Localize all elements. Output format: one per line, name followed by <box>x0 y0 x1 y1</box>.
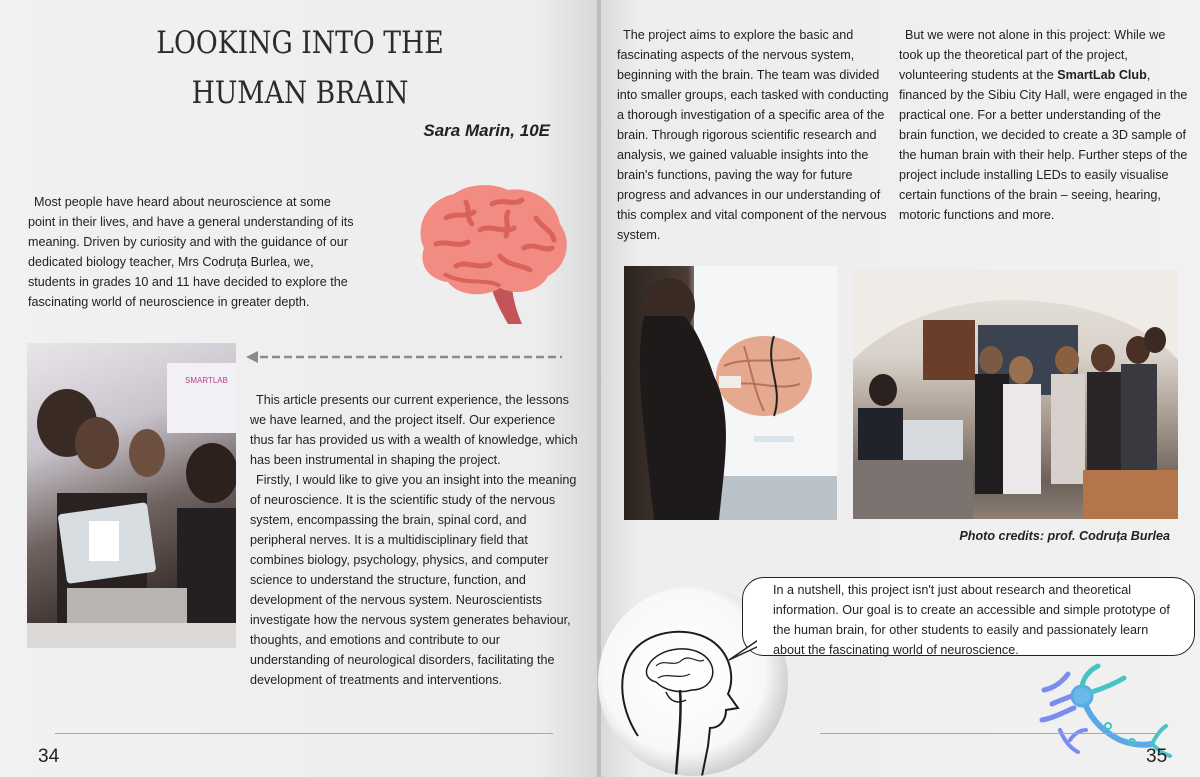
neuron-icon <box>1034 660 1174 760</box>
smartlab-text-before: But we were not alone in this project: While we took up the theoretical part of the project, volunteering students at the <box>899 28 1166 82</box>
article-paragraph-1: This article presents our current experience, the lessons we have learned, and the project itself. Our experience thus far has provided us with a wealth of knowledge, which has been instrumental in shaping the project. <box>250 393 578 467</box>
smartlab-text-after: , financed by the Sibiu City Hall, were engaged in the practical one. For a better understanding of the brain function, we decided to create a 3D sample of the human brain with their help. Further steps of the project include installing LEDs to easily visualise certain functions of the brain – seeing, hearing, motoric functions and more. <box>899 68 1188 222</box>
right-column-1 <box>617 25 889 245</box>
intro-paragraph <box>28 192 360 312</box>
footer-rule-right <box>820 733 1160 734</box>
right-column-2 <box>899 25 1189 225</box>
nutshell-speech-bubble <box>742 577 1195 656</box>
article-body <box>250 390 582 690</box>
arrow-left-icon <box>246 351 562 363</box>
article-paragraph-2: Firstly, I would like to give you an insight into the meaning of neuroscience. It is the scientific study of the nervous system, encompassing the brain, spinal cord, and peripheral nerves. It is a multidisciplinary field that combines biology, psychology, physics, and computer science to understand the structure, function, and development of the nervous system. Neuroscientists investigate how the nervous system generates behaviour, thoughts, and emotions and contribute to our understanding of neurological disorders, facilitating the development of treatments and interventions. <box>250 473 577 687</box>
article-title <box>145 18 455 118</box>
footer-rule-left <box>55 733 553 734</box>
title-line-2: HUMAN BRAIN <box>191 75 409 111</box>
smartlab-club-name: SmartLab Club <box>1057 68 1147 82</box>
page-number-left: 34 <box>38 746 60 767</box>
page-number-right: 35 <box>1146 746 1168 767</box>
intro-text: Most people have heard about neuroscience at some point in their lives, and have a general understanding of its meaning. Driven by curiosity and with the guidance of our dedicated biology teacher, Mrs Codruța Burlea, we, students in grades 10 and 11 have decided to explore the fascinating world of neuroscience in greater depth. <box>28 195 354 309</box>
project-aims-text: The project aims to explore the basic and fascinating aspects of the nervous system, beginning with the brain. The team was divided into smaller groups, each tasked with conducting a thorough investigation of a specific area of the brain. Through rigorous scientific research and analysis, we gained valuable insights into the brain's functions, paving the way for future progress and advances in our understanding of this complex and vital component of the nervous system. <box>617 28 889 242</box>
smartlab-paragraph <box>899 25 1189 225</box>
brain-illustration <box>396 178 576 330</box>
nutshell-text: In a nutshell, this project isn't just about research and theoretical information. Our goal is to create an accessible and simple prototype of the human brain, for other students to easily and passionately learn about the fascinating world of neuroscience. <box>773 583 1170 657</box>
speech-bubble-tail <box>727 632 767 662</box>
whiteboard-brain-photo <box>624 266 837 520</box>
left-page <box>0 0 598 777</box>
students-lab-photo <box>27 343 236 648</box>
photo-sign-text: SMARTLAB <box>185 376 228 385</box>
title-line-1: LOOKING INTO THE <box>156 25 444 61</box>
author-byline: Sara Marin, 10E <box>423 121 550 140</box>
group-photo <box>853 270 1178 519</box>
photo-credits: Photo credits: prof. Codruța Burlea <box>959 529 1170 543</box>
